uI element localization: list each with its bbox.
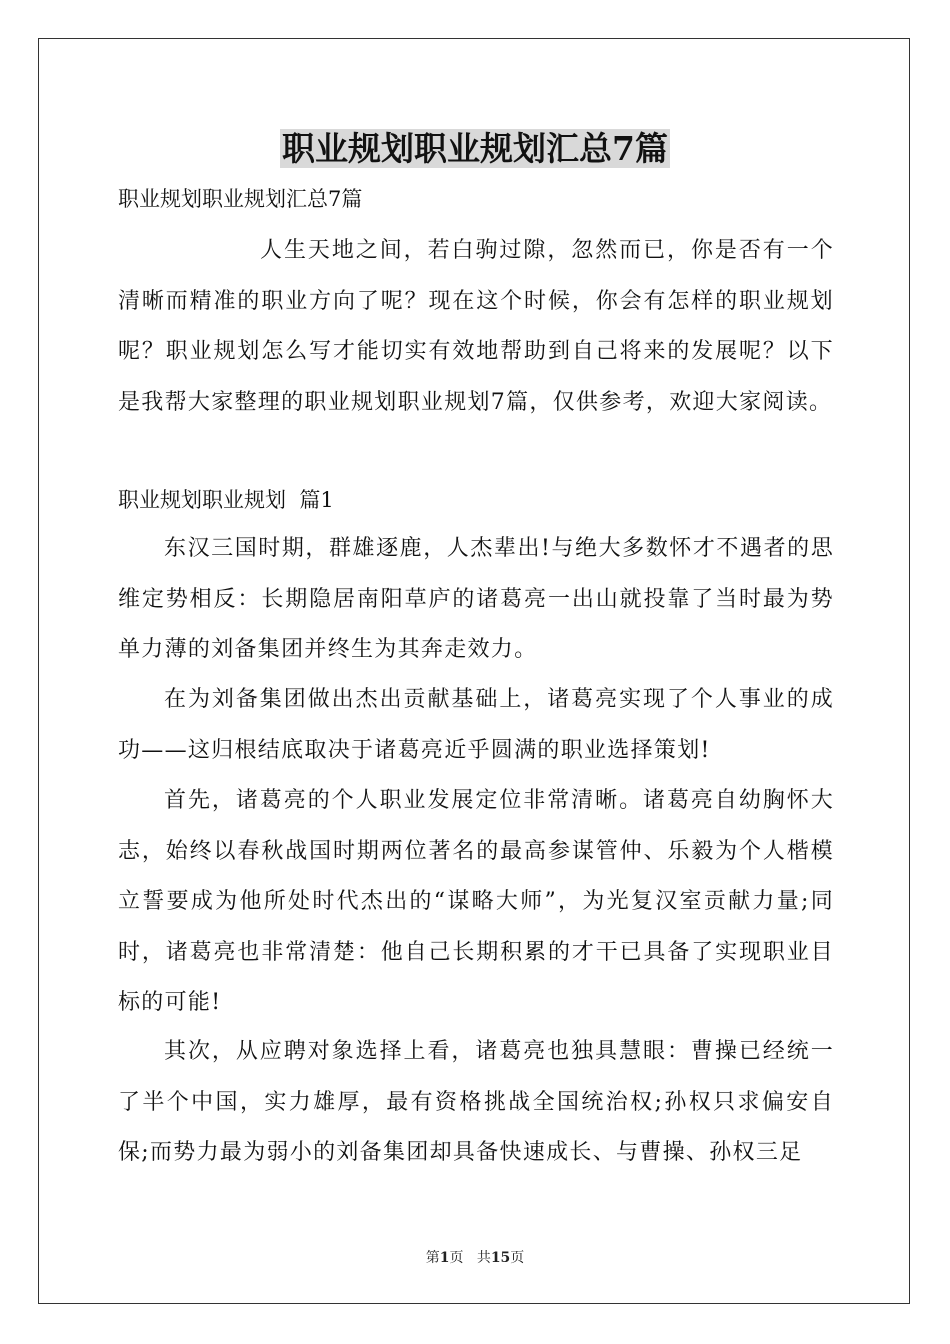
- intro-paragraph: 人生天地之间，若白驹过隙，忽然而已，你是否有一个清晰而精准的职业方向了呢？现在这个时候，你会有怎样的职业规划呢？职业规划怎么写才能切实有效地帮助到自己将来的发展呢？以下是我帮大家整理的职业规划职业规划7篇，仅供参考，欢迎大家阅读。: [118, 238, 834, 415]
- body-paragraph-1: 东汉三国时期，群雄逐鹿，人杰辈出!与绝大多数怀才不遇者的思维定势相反：长期隐居南阳草庐的诸葛亮一出山就投靠了当时最为势单力薄的刘备集团并终生为其奔走效力。: [118, 536, 834, 662]
- footer-current-page: 1: [439, 1250, 450, 1266]
- document-subtitle: 职业规划职业规划汇总7篇: [118, 187, 363, 211]
- footer-page-word: 页: [449, 1250, 464, 1266]
- footer-total-prefix: 共: [476, 1250, 491, 1266]
- footer-total-suffix: 页: [510, 1250, 525, 1266]
- body-paragraph-4: 其次，从应聘对象选择上看，诸葛亮也独具慧眼：曹操已经统一了半个中国，实力雄厚，最有资格挑战全国统治权;孙权只求偏安自保;而势力最为弱小的刘备集团却具备快速成长、与曹操、孙权三足: [118, 1039, 834, 1165]
- footer-total-pages: 15: [490, 1250, 511, 1266]
- body-paragraph-2: 在为刘备集团做出杰出贡献基础上，诸葛亮实现了个人事业的成功——这归根结底取决于诸葛亮近乎圆满的职业选择策划!: [118, 687, 834, 763]
- body-paragraph-3: 首先，诸葛亮的个人职业发展定位非常清晰。诸葛亮自幼胸怀大志，始终以春秋战国时期两位著名的最高参谋管仲、乐毅为个人楷模立誓要成为他所处时代杰出的“谋略大师”，为光复汉室贡献力量;同时，诸葛亮也非常清楚：他自己长期积累的才干已具备了实现职业目标的可能!: [118, 788, 834, 1015]
- section-heading: 职业规划职业规划 篇1: [118, 488, 334, 512]
- document-title: [0, 126, 950, 172]
- document-title-text: 职业规划职业规划汇总7篇: [282, 129, 668, 168]
- page-footer: [0, 1248, 950, 1268]
- footer-prefix: 第: [425, 1250, 440, 1266]
